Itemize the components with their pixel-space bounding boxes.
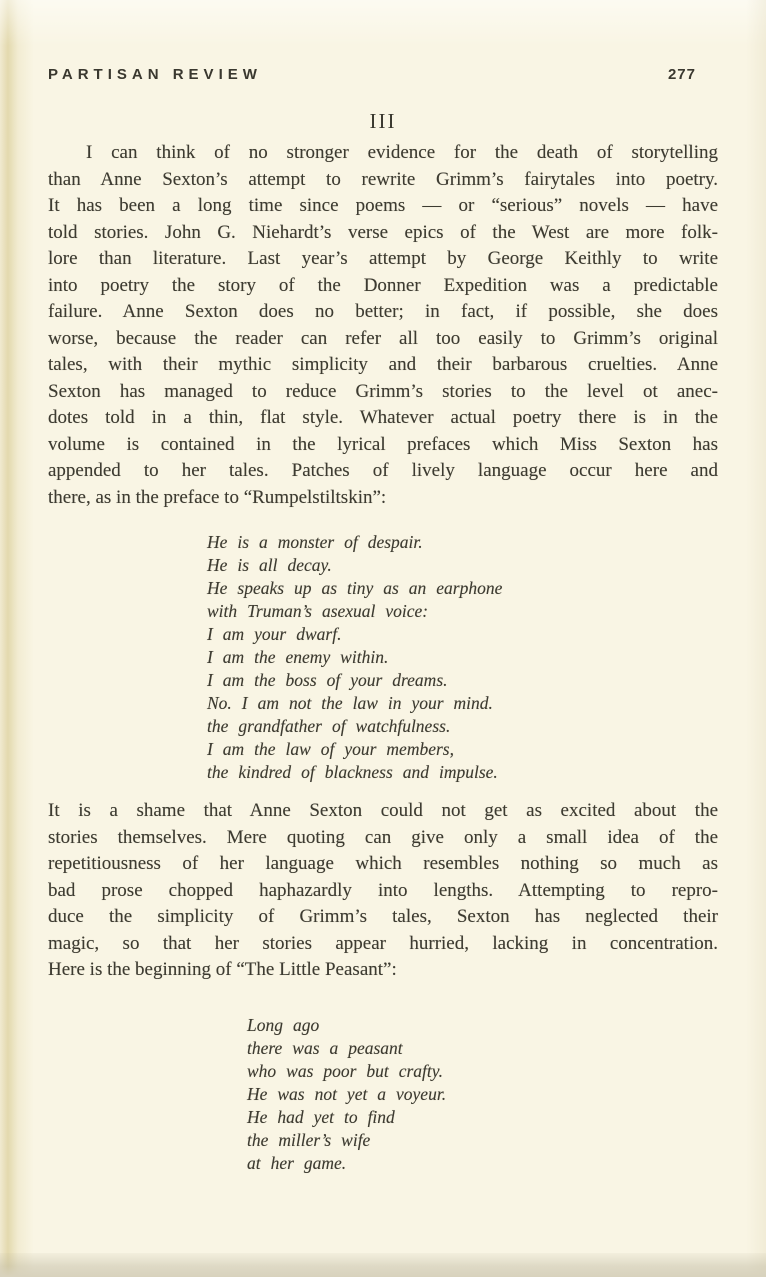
section-heading: III bbox=[369, 109, 397, 133]
poem-quote-rumpelstiltskin bbox=[48, 531, 718, 784]
poem-line: I am the law of your members, bbox=[207, 739, 454, 759]
paragraph-1-line: lore than literature. Last year’s attempt by George Keithly to write bbox=[48, 248, 718, 269]
paragraph-1 bbox=[48, 140, 718, 511]
paragraph-2-line: duce the simplicity of Grimm’s tales, Sexton has neglected their bbox=[48, 906, 718, 927]
poem-line: He speaks up as tiny as an earphone bbox=[207, 578, 503, 598]
paragraph-1-line: dotes told in a thin, flat style. Whatever actual poetry there is in the bbox=[48, 407, 718, 428]
paragraph-2-line: bad prose chopped haphazardly into lengths. Attempting to repro- bbox=[48, 879, 718, 901]
poem-line: No. I am not the law in your mind. bbox=[207, 693, 493, 713]
paragraph-1-line: told stories. John G. Niehardt’s verse epics of the West are more folk- bbox=[48, 221, 718, 243]
page-number: 277 bbox=[667, 66, 696, 83]
paragraph-1-line: tales, with their mythic simplicity and their barbarous cruelties. Anne bbox=[48, 354, 718, 375]
page-gutter-shading bbox=[0, 0, 34, 1277]
paragraph-1-line: there, as in the preface to “Rumpelstiltskin”: bbox=[48, 486, 387, 508]
paragraph-2-line: stories themselves. Mere quoting can give only a small idea of the bbox=[48, 826, 718, 848]
page-right-edge-shading bbox=[746, 0, 766, 1277]
poem-line: I am the boss of your dreams. bbox=[207, 670, 448, 690]
paragraph-2-line: repetitiousness of her language which resembles nothing so much as bbox=[48, 853, 718, 874]
paragraph-2-line: Here is the beginning of “The Little Peasant”: bbox=[48, 959, 397, 980]
paragraph-1-line: volume is contained in the lyrical prefaces which Miss Sexton has bbox=[48, 433, 718, 455]
poem-line: He was not yet a voyeur. bbox=[247, 1083, 447, 1104]
paragraph-1-line: It has been a long time since poems — or “serious” novels — have bbox=[48, 195, 718, 216]
page-top-light-shading bbox=[0, 0, 766, 46]
paragraph-2 bbox=[48, 798, 718, 984]
poem-line: the grandfather of watchfulness. bbox=[207, 716, 451, 736]
poem-line: Long ago bbox=[247, 1014, 320, 1035]
paragraph-1-line: failure. Anne Sexton does no better; in fact, if possible, she does bbox=[48, 301, 718, 322]
page-bottom-edge-shading bbox=[0, 1253, 766, 1277]
poem-line: He is a monster of despair. bbox=[207, 532, 423, 552]
poem-line: there was a peasant bbox=[247, 1037, 403, 1058]
paragraph-1-line: I can think of no stronger evidence for the death of storytelling bbox=[86, 142, 718, 163]
poem-line: the miller’s wife bbox=[247, 1129, 371, 1150]
poem-line: with Truman’s asexual voice: bbox=[207, 601, 429, 621]
poem-line: He is all decay. bbox=[207, 555, 332, 575]
running-header bbox=[48, 66, 718, 83]
poem-line: the kindred of blackness and impulse. bbox=[207, 762, 498, 782]
poem-line: I am your dwarf. bbox=[207, 624, 342, 644]
page-content bbox=[48, 66, 718, 1175]
poem-line: I am the enemy within. bbox=[207, 647, 389, 667]
poem-line: who was poor but crafty. bbox=[247, 1060, 443, 1081]
paragraph-1-line: into poetry the story of the Donner Expedition was a predictable bbox=[48, 274, 718, 296]
journal-title: PARTISAN REVIEW bbox=[48, 66, 262, 83]
paragraph-1-line: Sexton has managed to reduce Grimm’s stories to the level ot anec- bbox=[48, 380, 718, 402]
poem-line: at her game. bbox=[247, 1152, 347, 1173]
paragraph-1-line: than Anne Sexton’s attempt to rewrite Grimm’s fairytales into poetry. bbox=[48, 168, 718, 190]
paragraph-2-line: It is a shame that Anne Sexton could not get as excited about the bbox=[48, 800, 718, 821]
poem-quote-little-peasant bbox=[48, 1014, 718, 1175]
poem-line: He had yet to find bbox=[247, 1106, 395, 1127]
paragraph-2-line: magic, so that her stories appear hurried, lacking in concentration. bbox=[48, 932, 718, 954]
paragraph-1-line: worse, because the reader can refer all too easily to Grimm’s original bbox=[48, 327, 718, 349]
paragraph-1-line: appended to her tales. Patches of lively language occur here and bbox=[48, 460, 718, 481]
